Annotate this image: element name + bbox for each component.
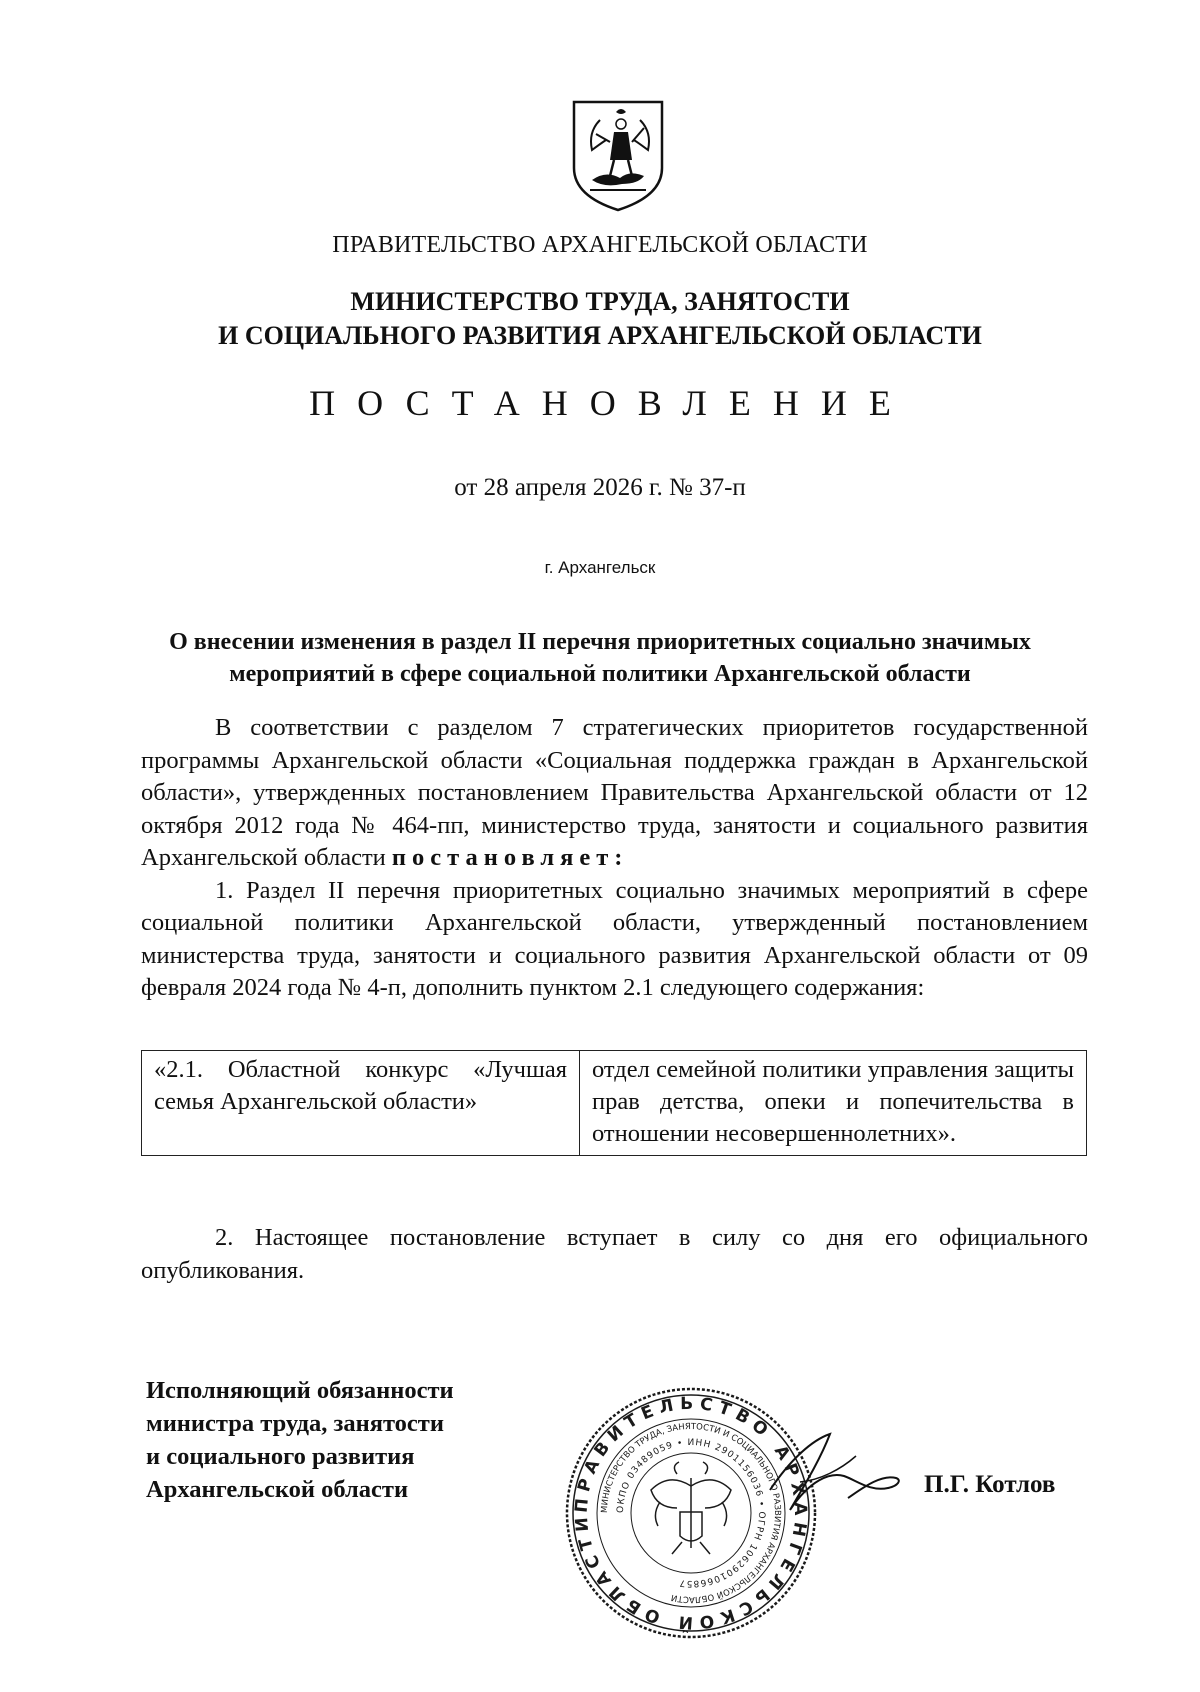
signer-position-line3: и социального развития bbox=[146, 1443, 415, 1470]
ministry-heading bbox=[0, 285, 1200, 353]
document-city: г. Архангельск bbox=[544, 558, 656, 577]
preamble-paragraph bbox=[141, 712, 1088, 875]
document-title bbox=[0, 626, 1200, 690]
resolves-word: постановляет: bbox=[391, 844, 629, 871]
document-title-line1: О внесении изменения в раздел II перечня приоритетных социально значимых bbox=[169, 629, 1031, 655]
signer-position bbox=[146, 1374, 454, 1506]
inserted-item-table bbox=[141, 1050, 1087, 1156]
document-body bbox=[141, 712, 1088, 1005]
seal-middle-text: МИНИСТЕРСТВО ТРУДА, ЗАНЯТОСТИ И СОЦИАЛЬНОГО РАЗВИТИЯ АРХАНГЕЛЬСКОЙ ОБЛАСТИ bbox=[599, 1421, 783, 1605]
table-row bbox=[142, 1051, 1087, 1156]
document-date-number: от 28 апреля 2026 г. № 37-п bbox=[454, 474, 746, 501]
document-title-line2: мероприятий в сфере социальной политики Архангельской области bbox=[229, 661, 971, 687]
document-type: ПОСТАНОВЛЕНИЕ bbox=[309, 383, 913, 423]
ministry-heading-line2: И СОЦИАЛЬНОГО РАЗВИТИЯ АРХАНГЕЛЬСКОЙ ОБЛАСТИ bbox=[218, 321, 982, 350]
item-1-paragraph: 1. Раздел II перечня приоритетных социально значимых мероприятий в сфере социальной политики Архангельской области, утвержденный постановлением министерства труда, занятости и социального развития Архангельской области от 09 февраля 2024 года № 4-п, дополнить пунктом 2.1 следующего содержания: bbox=[141, 876, 1088, 1001]
preamble-text: В соответствии с разделом 7 стратегических приоритетов государственной программы Архангельской области «Социальная поддержка граждан в Архангельской области», утвержденных постановлением Правительства Архангельской области от 12 октября 2012 года № 464-пп, министерство труда, занятости и социального развития Архангельской области bbox=[141, 714, 1088, 871]
signer-position-line4: Архангельской области bbox=[146, 1476, 409, 1503]
coat-of-arms-icon bbox=[570, 98, 666, 214]
signer-name: П.Г. Котлов bbox=[924, 1471, 1056, 1498]
signer-position-line2: министра труда, занятости bbox=[146, 1410, 444, 1437]
item-2-block bbox=[141, 1222, 1088, 1287]
handwritten-signature bbox=[760, 1420, 905, 1530]
event-cell: «2.1. Областной конкурс «Лучшая семья Архангельской области» bbox=[142, 1051, 580, 1156]
item-2-paragraph: 2. Настоящее постановление вступает в силу со дня его официального опубликования. bbox=[141, 1224, 1088, 1284]
seal-outer-text: ПРАВИТЕЛЬСТВО АРХАНГЕЛЬСКОЙ ОБЛАСТИ bbox=[571, 1393, 811, 1633]
seal-codes-text: ОКПО 03489059 • ИНН 2901156036 • ОГРН 1062901066857 bbox=[615, 1437, 767, 1589]
responsible-cell: отдел семейной политики управления защиты прав детства, опеки и попечительства в отношении несовершеннолетних». bbox=[580, 1051, 1087, 1156]
government-heading: ПРАВИТЕЛЬСТВО АРХАНГЕЛЬСКОЙ ОБЛАСТИ bbox=[332, 232, 868, 258]
double-headed-eagle-icon bbox=[651, 1462, 731, 1554]
ministry-heading-line1: МИНИСТЕРСТВО ТРУДА, ЗАНЯТОСТИ bbox=[350, 287, 850, 316]
signer-position-line1: Исполняющий обязанности bbox=[146, 1377, 454, 1404]
